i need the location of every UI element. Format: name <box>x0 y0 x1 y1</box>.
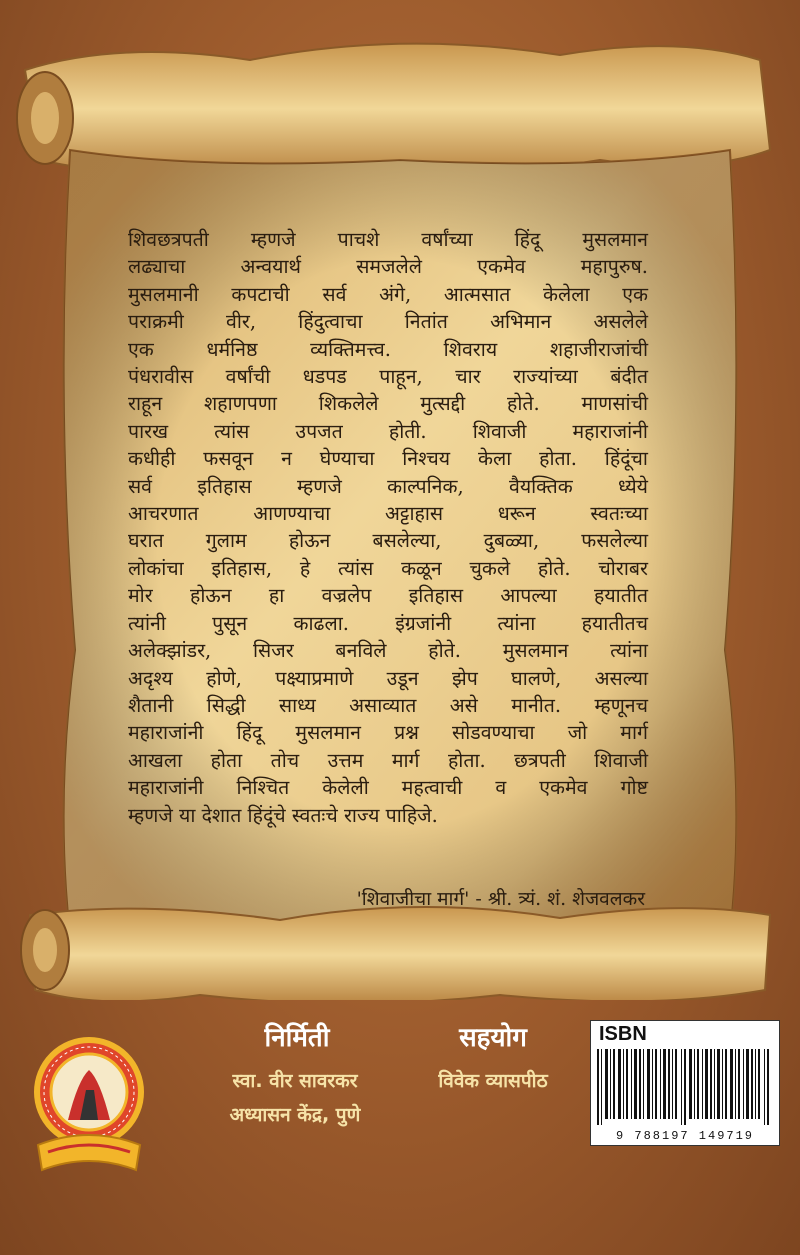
passage-line: त्यांनी पुसून काढला. इंग्रजांनी त्यांना हयातीतच <box>128 611 648 635</box>
isbn-digits: 9 788197 149719 <box>615 1129 755 1143</box>
passage-line: मुसलमानी कपटाची सर्व अंगे, आत्मसात केलेला एक <box>128 282 648 306</box>
passage-line: आखला होता तोच उत्तम मार्ग होता. छत्रपती शिवाजी <box>128 748 648 772</box>
passage-line: लोकांचा इतिहास, हे त्यांस कळून चुकले होते. चोराबर <box>128 556 648 580</box>
passage-line: महाराजांनी निश्चित केलेली महत्वाची व एकमेव गोष्ट <box>128 776 648 800</box>
passage-line: शैतानी सिद्धी साध्य असाव्यात असे मानीत. म्हणूनच <box>128 693 648 717</box>
support-title: सहयोग <box>459 1023 527 1053</box>
barcode-icon <box>595 1049 775 1125</box>
passage-attribution: 'शिवाजीचा मार्ग' - श्री. त्र्यं. शं. शेजवलकर <box>356 888 645 910</box>
passage-line: राहून शहाणपणा शिकलेले मुत्सद्दी होते. माणसांची <box>128 392 648 416</box>
passage-line: पंधरावीस वर्षांची धडपड पाहून, चार राज्यांच्या बंदीत <box>128 365 648 389</box>
passage-line: पराक्रमी वीर, हिंदुत्वाचा नितांत अभिमान असलेले <box>128 310 648 334</box>
passage-line: मोर होऊन हा वज्रलेप इतिहास आपल्या हयातीत <box>128 584 648 608</box>
passage-line: अदृश्य होणे, पक्ष्याप्रमाणे उडून झेप घालणे, असल्या <box>128 666 648 690</box>
passage-line: एक धर्मनिष्ठ व्यक्तिमत्त्व. शिवराय शहाजीराजांची <box>128 337 648 361</box>
publisher-emblem-icon <box>28 1020 150 1195</box>
passage-text <box>128 226 648 829</box>
passage-line: शिवछत्रपती म्हणजे पाचशे वर्षांच्या हिंदू मुसलमान <box>128 228 648 251</box>
production-title: निर्मिती <box>264 1023 330 1053</box>
passage-line: म्हणजे या देशात हिंदूंचे स्वतःचे राज्य पाहिजे. <box>128 803 438 827</box>
passage-line: घरात गुलाम होऊन बसलेल्या, दुबळ्या, फसलेल्या <box>128 529 648 553</box>
production-line-1: स्वा. वीर सावरकर <box>232 1070 358 1092</box>
passage-line: लढ्याचा अन्वयार्थ समजलेले एकमेव महापुरुष. <box>128 255 648 279</box>
isbn-barcode <box>590 1020 780 1146</box>
production-line-2: अध्यासन केंद्र, पुणे <box>229 1104 361 1126</box>
passage-line: कधीही फसवून न घेण्याचा निश्चय केला होता. हिंदूंचा <box>128 447 648 471</box>
isbn-label: ISBN <box>599 1023 647 1045</box>
passage-line: अलेक्झांडर, सिजर बनविले होते. मुसलमान त्यांना <box>128 639 648 663</box>
passage-line: महाराजांनी हिंदू मुसलमान प्रश्न सोडवण्याचा जो मार्ग <box>128 721 648 745</box>
passage-line: आचरणात आणण्याचा अट्टाहास धरून स्वतःच्या <box>128 502 648 526</box>
support-line-1: विवेक व्यासपीठ <box>438 1070 548 1092</box>
passage-line: सर्व इतिहास म्हणजे काल्पनिक, वैयक्तिक ध्येये <box>128 474 648 498</box>
passage-line: पारख त्यांस उपजत होती. शिवाजी महाराजांनी <box>128 419 648 443</box>
